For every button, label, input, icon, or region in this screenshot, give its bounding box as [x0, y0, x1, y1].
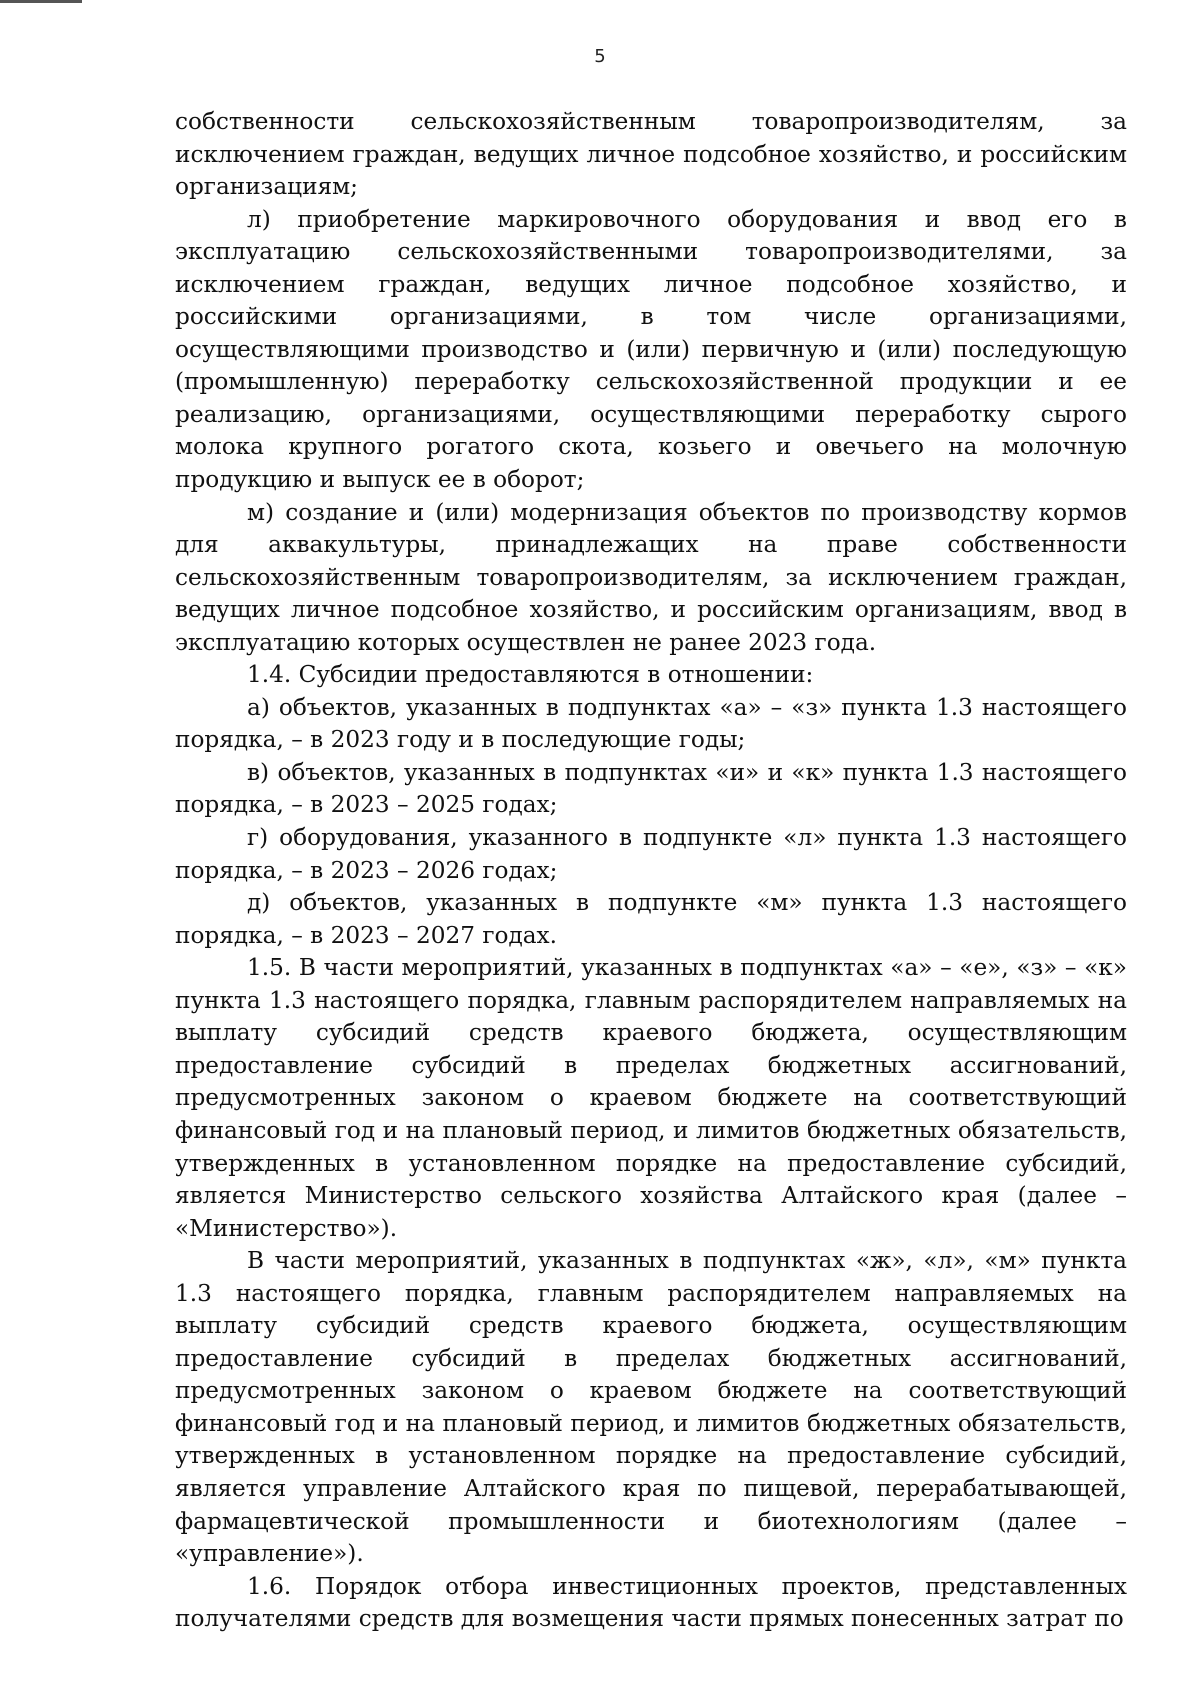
paragraph-continuation: собственности сельскохозяйственным товаропроизводителям, за исключением граждан, ведущих личное подсобное хозяйство, и российским организациям; [175, 108, 1127, 201]
paragraph-1-4-v: в) объектов, указанных в подпунктах «и» и «к» пункта 1.3 настоящего порядка, – в 2023 – 2025 годах; [175, 758, 1127, 819]
paragraph-1-4-g: г) оборудования, указанного в подпункте «л» пункта 1.3 настоящего порядка, – в 2023 – 2026 годах; [175, 824, 1127, 884]
page-number: 5 [594, 46, 606, 67]
paragraph-item-l: л) приобретение маркировочного оборудования и ввод его в эксплуатацию сельскохозяйственными товаропроизводителями, за исключением граждан, ведущих личное подсобное хозяйство, и российскими организациями, в том числе организациями, осуществляющими производство и (или) первичную и (или) последующую (промышленную) переработку сельскохозяйственной продукции и ее реализацию, организациями, осуществляющими переработку сырого молока крупного рогатого скота, козьего и овечьего на молочную продукцию и выпуск ее в оборот; [175, 205, 1127, 494]
document-body [175, 106, 1127, 1636]
paragraph-1-5: 1.5. В части мероприятий, указанных в подпунктах «а» – «е», «з» – «к» пункта 1.3 настоящего порядка, главным распорядителем направляемых на выплату субсидий средств краевого бюджета, осуществляющим предоставление субсидий в пределах бюджетных ассигнований, предусмотренных законом о краевом бюджете на соответствующий финансовый год и на плановый период, и лимитов бюджетных обязательств, утвержденных в установленном порядке на предоставление субсидий, является Министерство сельского хозяйства Алтайского края (далее – «Министерство»). [175, 954, 1127, 1242]
paragraph-item-m: м) создание и (или) модернизация объектов по производству кормов для аквакультуры, принадлежащих на праве собственности сельскохозяйственным товаропроизводителям, за исключением граждан, ведущих личное подсобное хозяйство, и российским организациям, ввод в эксплуатацию которых осуществлен не ранее 2023 года. [175, 498, 1127, 656]
paragraph-1-5-continued: В части мероприятий, указанных в подпунктах «ж», «л», «м» пункта 1.3 настоящего порядка, главным распорядителем направляемых на выплату субсидий средств краевого бюджета, осуществляющим предоставление субсидий в пределах бюджетных ассигнований, предусмотренных законом о краевом бюджете на соответствующий финансовый год и на плановый период, и лимитов бюджетных обязательств, утвержденных в установленном порядке на предоставление субсидий, является управление Алтайского края по пищевой, перерабатывающей, фармацевтической промышленности и биотехнологиям (далее – «управление»). [175, 1247, 1127, 1568]
paragraph-1-4-d: д) объектов, указанных в подпункте «м» пункта 1.3 настоящего порядка, – в 2023 – 2027 годах. [175, 889, 1127, 949]
paragraph-1-4: 1.4. Субсидии предоставляются в отношении: [247, 661, 814, 689]
paragraph-1-4-a: а) объектов, указанных в подпунктах «а» – «з» пункта 1.3 настоящего порядка, – в 2023 году и в последующие годы; [175, 693, 1127, 754]
paragraph-1-6: 1.6. Порядок отбора инвестиционных проектов, представленных получателями средств для возмещения части прямых понесенных затрат по [175, 1572, 1127, 1633]
scan-corner-mark [0, 0, 82, 3]
